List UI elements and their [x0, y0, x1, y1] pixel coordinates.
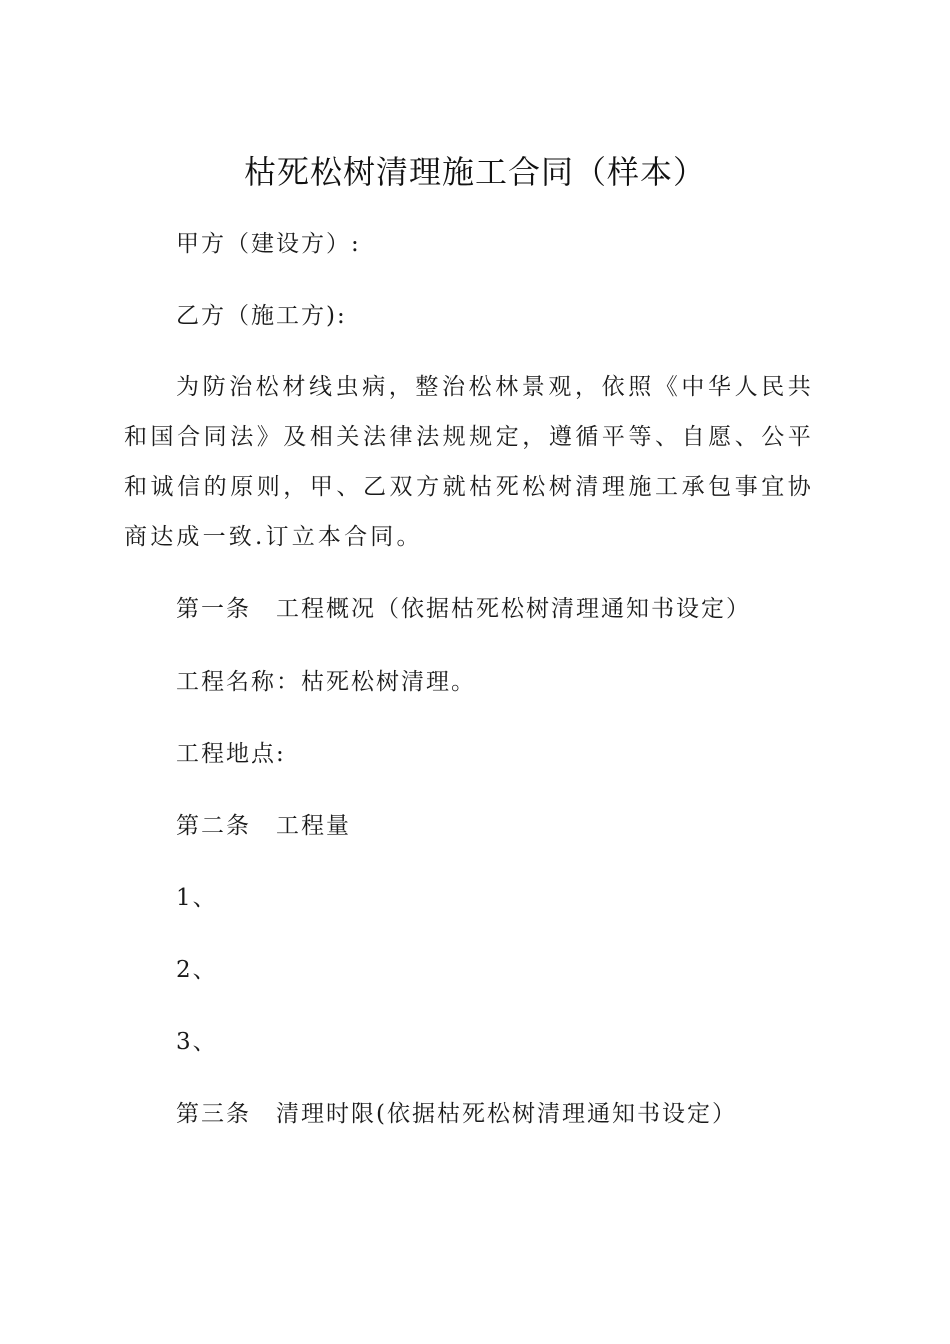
- article-2-heading: 第二条 工程量: [176, 813, 351, 839]
- project-location-line: 工程地点:: [176, 741, 286, 767]
- project-name-line: 工程名称：枯死松树清理。: [176, 669, 476, 695]
- quantity-item-1: 1、: [176, 885, 218, 911]
- quantity-item-3: 3、: [176, 1029, 218, 1055]
- preamble-paragraph: 为防治松材线虫病，整治松林景观，依照《中华人民共和国合同法》及相关法律法规规定，遵循平等、自愿、公平和诚信的原则，甲、乙双方就枯死松树清理施工承包事宜协商达成一致.订立本合同。: [124, 374, 814, 550]
- contract-title: 枯死松树清理施工合同（样本）: [243, 153, 706, 191]
- party-a-line: 甲方（建设方）:: [176, 231, 361, 257]
- party-b-line: 乙方（施工方):: [176, 303, 347, 329]
- quantity-item-2: 2、: [176, 957, 218, 983]
- article-3-heading: 第三条 清理时限(依据枯死松树清理通知书设定）: [176, 1101, 737, 1127]
- article-1-heading: 第一条 工程概况（依据枯死松树清理通知书设定）: [176, 596, 751, 622]
